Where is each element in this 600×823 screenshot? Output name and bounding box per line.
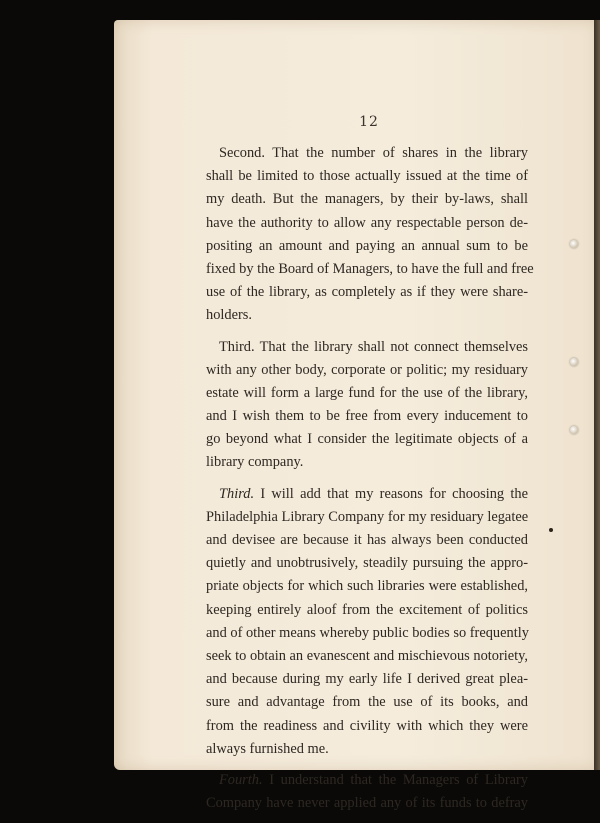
text-line: and because during my early life I derived great plea- (206, 671, 528, 688)
text-line: have the authority to allow any respectable person de- (206, 214, 528, 231)
text-line: holders. (206, 307, 252, 324)
text-line: quietly and unobtrusively, steadily pursuing the appro- (206, 555, 528, 572)
text-line: shall be limited to those actually issued at the time of (206, 168, 528, 185)
italic-lead: Third. (219, 485, 255, 502)
text-line: Company have never applied any of its funds to defray (206, 795, 528, 812)
text-line: always furnished me. (206, 740, 329, 757)
text-line: my death. But the managers, by their by-laws, shall (206, 191, 528, 208)
text-line (206, 483, 528, 506)
pin-hole-marker (570, 240, 578, 248)
text-line: keeping entirely aloof from the excitement of politics (206, 601, 528, 618)
line-rest: I will add that my reasons for choosing the (254, 485, 528, 502)
text-line: fixed by the Board of Managers, to have the full and free (206, 260, 534, 277)
text-line: estate will form a large fund for the use of the library, (206, 384, 528, 401)
text-line: Philadelphia Library Company for my residuary legatee (206, 508, 529, 525)
paragraph-third-reasons (206, 483, 528, 761)
text-line: go beyond what I consider the legitimate objects of a (206, 431, 528, 448)
text-line: and I wish them to be free from every inducement to (206, 408, 528, 425)
paragraph-second (206, 142, 534, 328)
text-line: and of other means whereby public bodies so frequently (206, 624, 529, 641)
binding-edge (594, 20, 600, 770)
text-line: priate objects for which such libraries were established, (206, 578, 528, 595)
line-rest: I understand that the Managers of Library (262, 771, 528, 788)
body-text (206, 142, 534, 823)
paragraph-third (206, 336, 528, 475)
text-line: Third. That the library shall not connect themselves (219, 338, 528, 355)
text-line: and devisee are because it has always been conducted (206, 532, 528, 548)
text-line: library company. (206, 454, 304, 471)
pin-hole-marker (570, 426, 578, 434)
text-line: seek to obtain an evanescent and mischievous notoriety, (206, 647, 528, 664)
text-line (206, 769, 528, 792)
pin-hole-marker (570, 358, 578, 366)
text-line: from the readiness and civility with which they were (206, 717, 528, 734)
text-line: with any other body, corporate or politic; my residuary (206, 361, 528, 378)
italic-lead: Fourth. (219, 771, 263, 788)
text-line: use of the library, as completely as if they were share- (206, 284, 528, 301)
text-line: positing an amount and paying an annual sum to be (206, 237, 528, 254)
paragraph-fourth (206, 769, 528, 815)
text-line: sure and advantage from the use of its books, and (206, 694, 528, 711)
text-line: Second. That the number of shares in the library (219, 145, 528, 161)
page-number: 12 (359, 114, 379, 130)
ink-speck (549, 528, 553, 532)
